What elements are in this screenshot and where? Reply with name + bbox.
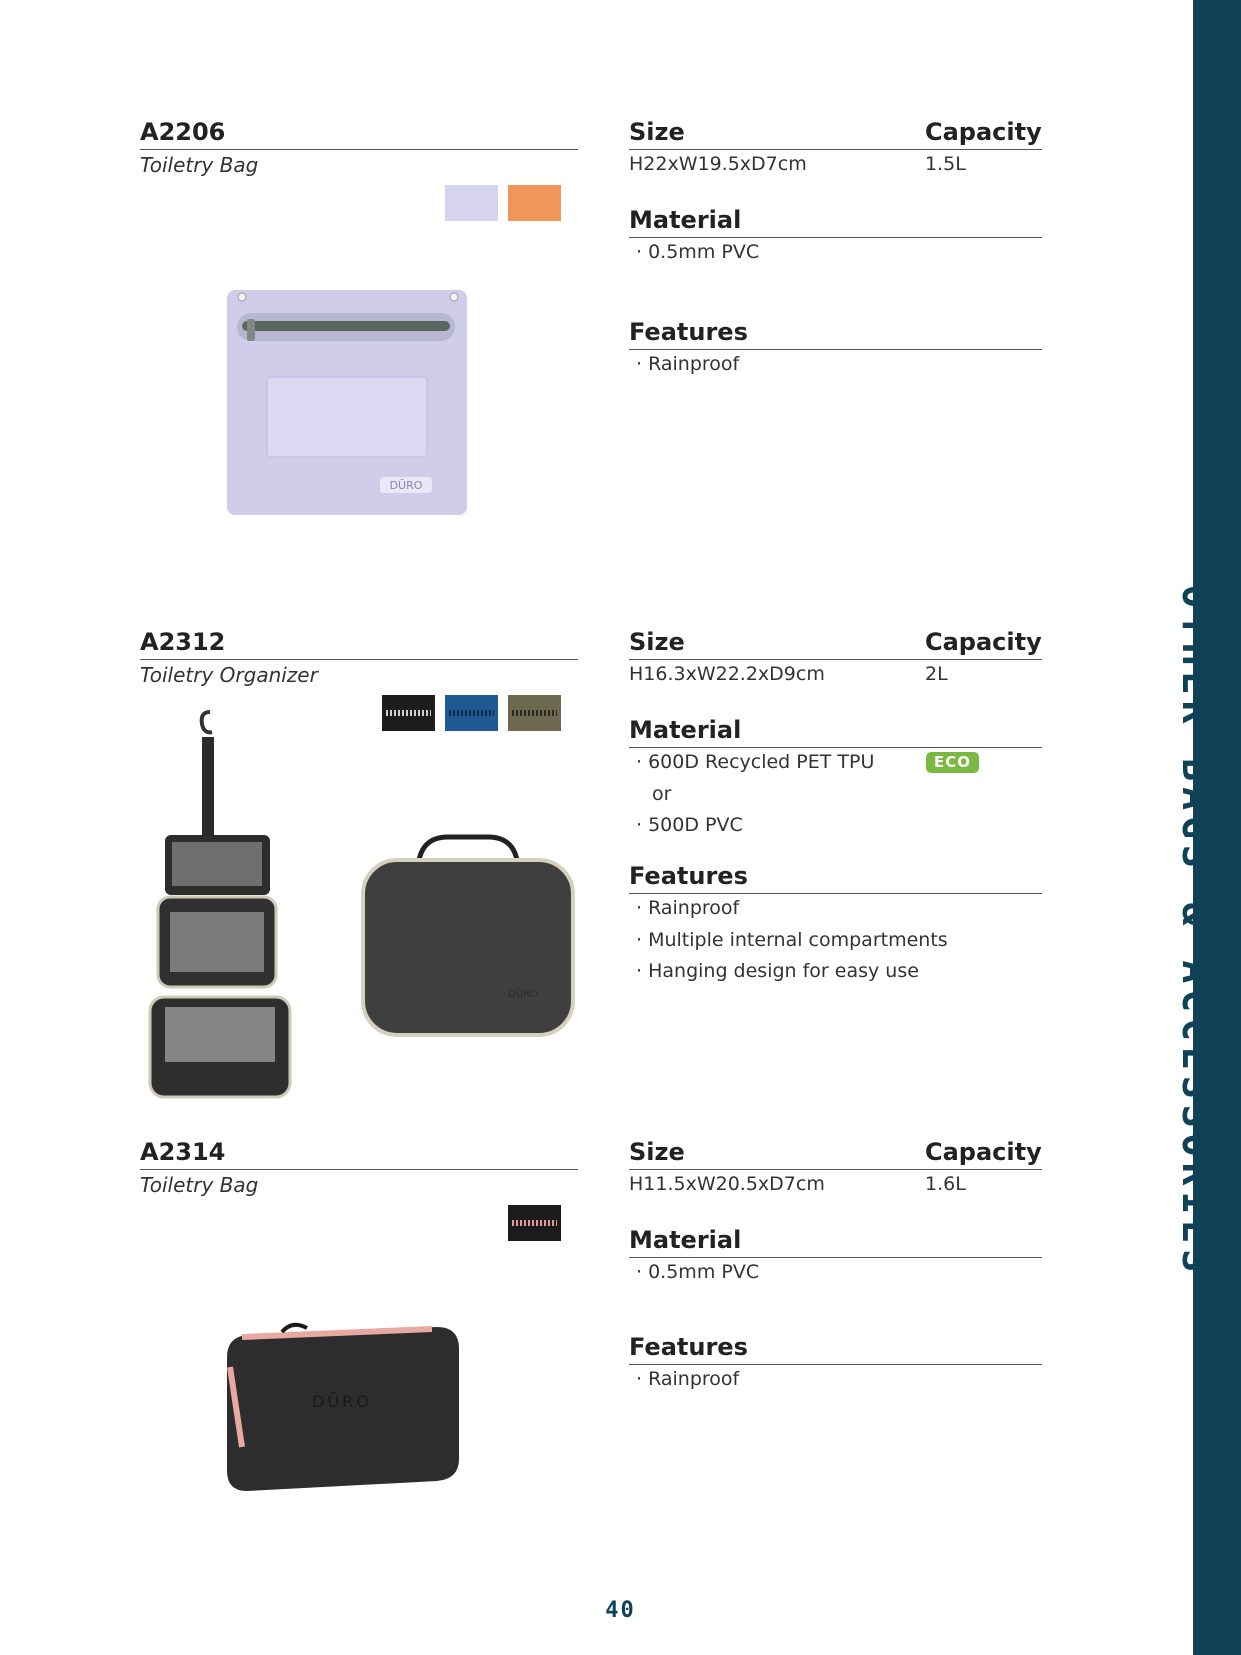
material-item: · 600D Recycled PET TPU bbox=[636, 747, 874, 779]
color-swatches bbox=[382, 695, 561, 731]
features-list bbox=[636, 893, 948, 988]
feature-item: · Hanging design for easy use bbox=[636, 956, 948, 988]
eco-badge: ECO bbox=[926, 752, 979, 773]
product-name: Toiletry Bag bbox=[140, 153, 259, 177]
capacity-value: 1.5L bbox=[925, 153, 966, 175]
material-or: or bbox=[652, 782, 672, 805]
capacity-value: 1.6L bbox=[925, 1173, 966, 1195]
features-list bbox=[636, 1364, 739, 1396]
material-list bbox=[636, 1257, 759, 1289]
features-heading: Features bbox=[629, 317, 1042, 350]
spec-divider bbox=[629, 149, 1042, 150]
material-item: · 500D PVC bbox=[636, 810, 874, 842]
size-heading: Size bbox=[629, 118, 685, 146]
product-name: Toiletry Bag bbox=[140, 1173, 259, 1197]
material-item: · 0.5mm PVC bbox=[636, 1257, 759, 1289]
brand-logo: DŪRO bbox=[389, 479, 423, 492]
category-title: OTHER BAGS & ACCESSORIES bbox=[1174, 585, 1218, 1279]
size-heading: Size bbox=[629, 1138, 685, 1166]
organizer-closed-photo bbox=[358, 832, 578, 1042]
product-code: A2314 bbox=[140, 1137, 578, 1170]
material-list bbox=[636, 237, 759, 269]
capacity-heading: Capacity bbox=[925, 628, 1042, 656]
swatch-black bbox=[382, 695, 435, 731]
swatch-lavender bbox=[445, 185, 498, 221]
material-item: · 0.5mm PVC bbox=[636, 237, 759, 269]
product-name: Toiletry Organizer bbox=[140, 663, 318, 687]
feature-item: · Rainproof bbox=[636, 1364, 739, 1396]
product-a2312 bbox=[0, 627, 1193, 1107]
material-heading: Material bbox=[629, 1225, 1042, 1258]
toiletry-bag-black-photo bbox=[212, 1307, 474, 1502]
swatch-olive bbox=[508, 695, 561, 731]
feature-item: · Rainproof bbox=[636, 349, 739, 381]
capacity-heading: Capacity bbox=[925, 1138, 1042, 1166]
features-list bbox=[636, 349, 739, 381]
swatch-blue bbox=[445, 695, 498, 731]
feature-item: · Multiple internal compartments bbox=[636, 925, 948, 957]
swatch-orange bbox=[508, 185, 561, 221]
material-heading: Material bbox=[629, 205, 1042, 238]
product-a2206 bbox=[0, 117, 1193, 597]
size-value: H16.3xW22.2xD9cm bbox=[629, 663, 825, 685]
swatch-black-pink bbox=[508, 1205, 561, 1241]
size-heading: Size bbox=[629, 628, 685, 656]
organizer-open-photo bbox=[140, 707, 310, 1102]
feature-item: · Rainproof bbox=[636, 893, 948, 925]
capacity-heading: Capacity bbox=[925, 118, 1042, 146]
brand-logo: DŪRO bbox=[312, 1392, 372, 1411]
color-swatches bbox=[508, 1205, 561, 1241]
color-swatches bbox=[445, 185, 561, 221]
size-value: H11.5xW20.5xD7cm bbox=[629, 1173, 825, 1195]
features-heading: Features bbox=[629, 1332, 1042, 1365]
material-heading: Material bbox=[629, 715, 1042, 748]
size-value: H22xW19.5xD7cm bbox=[629, 153, 807, 175]
spec-divider bbox=[629, 659, 1042, 660]
product-code: A2206 bbox=[140, 117, 578, 150]
spec-divider bbox=[629, 1169, 1042, 1170]
toiletry-bag-photo bbox=[222, 285, 472, 519]
capacity-value: 2L bbox=[925, 663, 948, 685]
product-a2314 bbox=[0, 1137, 1193, 1617]
product-code: A2312 bbox=[140, 627, 578, 660]
material-list bbox=[636, 747, 874, 842]
page-number: 40 bbox=[605, 1598, 636, 1623]
brand-logo: DŪRO bbox=[508, 989, 538, 1000]
features-heading: Features bbox=[629, 861, 1042, 894]
